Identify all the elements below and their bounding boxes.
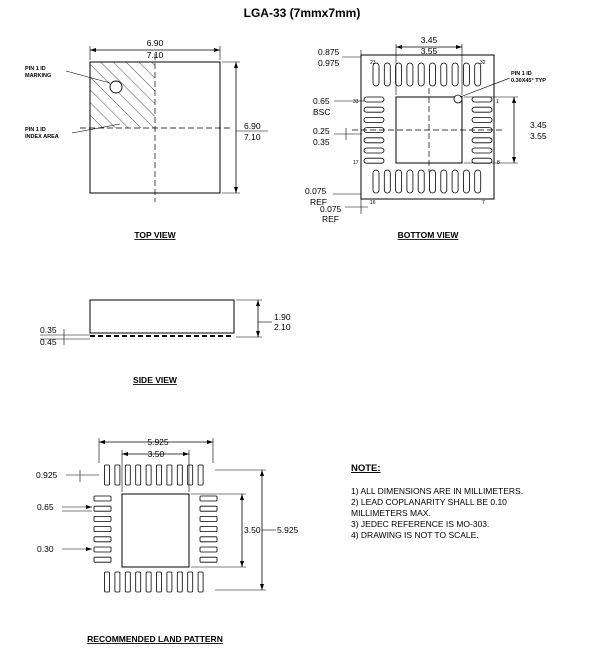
bottom-pin1-label: PIN 1 ID	[511, 71, 532, 77]
bottom-lead	[407, 170, 413, 193]
land-pad	[136, 572, 141, 592]
land-pad	[94, 537, 111, 542]
top-width-max: 7.10	[146, 50, 164, 60]
land-pad	[167, 465, 172, 485]
bottom-lead	[384, 63, 390, 86]
lead-width-min: 0.25	[313, 126, 330, 136]
bottom-lead	[441, 63, 447, 86]
land-pad	[125, 465, 130, 485]
pin-number-1: 1	[496, 99, 499, 105]
pin-number-32: 32	[480, 60, 486, 66]
bottom-view-caption: BOTTOM VIEW	[397, 230, 459, 240]
land-pad	[157, 465, 162, 485]
land-pad	[200, 557, 217, 562]
bottom-lead	[452, 63, 458, 86]
top-view	[25, 38, 268, 240]
pad-height-min: 3.45	[530, 120, 547, 130]
pad-height-max: 3.55	[530, 131, 547, 141]
bottom-lead	[396, 170, 402, 193]
land-outer-height: 5.925	[277, 525, 299, 535]
bottom-lead	[364, 117, 384, 122]
bottom-lead	[463, 170, 469, 193]
bottom-lead	[418, 170, 424, 193]
bottom-lead	[452, 170, 458, 193]
bottom-lead	[364, 107, 384, 112]
land-top-pads	[105, 465, 204, 485]
top-width-min: 6.90	[146, 38, 164, 48]
ref-b-dim: 0.075	[320, 204, 342, 214]
bottom-lead	[472, 148, 492, 153]
bottom-lead	[364, 158, 384, 163]
land-pad	[94, 496, 111, 501]
land-pitch-dim: 0.65	[37, 502, 54, 512]
bottom-lead	[364, 138, 384, 143]
land-pad	[94, 516, 111, 521]
bottom-lead	[407, 63, 413, 86]
note-line-5: 4) DRAWING IS NOT TO SCALE.	[351, 530, 479, 540]
edge-dim-min: 0.875	[318, 47, 340, 57]
pin-number-8: 8	[497, 160, 500, 166]
pin1-index-area	[90, 62, 155, 128]
side-lead-max: 0.45	[40, 337, 57, 347]
land-pattern-caption: RECOMMENDED LAND PATTERN	[87, 634, 223, 644]
land-pad	[200, 547, 217, 552]
pin-number-33: 33	[353, 99, 359, 105]
pad-width-max: 3.55	[420, 46, 438, 56]
top-height-max: 7.10	[244, 132, 261, 142]
bottom-lead	[430, 63, 436, 86]
note-line-3: MILLIMETERS MAX.	[351, 508, 431, 518]
land-pad	[198, 572, 203, 592]
side-height-max: 2.10	[274, 322, 291, 332]
pin1-index-label-2: INDEX AREA	[25, 134, 59, 140]
land-pad	[167, 572, 172, 592]
bottom-lead	[472, 107, 492, 112]
bottom-lead	[441, 170, 447, 193]
bottom-lead	[430, 170, 436, 193]
land-pad	[157, 572, 162, 592]
side-height-min: 1.90	[274, 312, 291, 322]
pitch-dim: 0.65	[313, 96, 330, 106]
pin1-marking-dot	[110, 81, 122, 93]
land-pad	[200, 506, 217, 511]
bottom-lead	[384, 170, 390, 193]
land-outer-width: 5.925	[147, 437, 169, 447]
land-pad	[136, 465, 141, 485]
land-pad	[177, 465, 182, 485]
bottom-lead	[364, 148, 384, 153]
land-pad	[200, 516, 217, 521]
bottom-lead	[463, 63, 469, 86]
bottom-view	[305, 35, 547, 240]
land-pad	[188, 465, 193, 485]
land-pad	[105, 465, 110, 485]
edge-dim-max: 0.975	[318, 58, 340, 68]
bottom-lead	[475, 63, 481, 86]
land-edge-dim: 0.925	[36, 470, 58, 480]
bottom-lead	[364, 97, 384, 102]
land-pad	[200, 527, 217, 532]
land-pad-width-dim: 0.30	[37, 544, 54, 554]
bottom-lead	[475, 170, 481, 193]
land-pad	[94, 547, 111, 552]
bottom-lead	[396, 63, 402, 86]
bottom-lead	[418, 63, 424, 86]
note-line-4: 3) JEDEC REFERENCE IS MO-303.	[351, 519, 490, 529]
ref-a-note: REF	[310, 197, 327, 207]
pin1-index-label: PIN 1 ID	[25, 127, 46, 133]
land-pad	[94, 506, 111, 511]
notes	[351, 463, 523, 540]
bottom-lead	[472, 97, 492, 102]
land-pad	[177, 572, 182, 592]
ref-a-dim: 0.075	[305, 186, 327, 196]
land-pad	[188, 572, 193, 592]
land-right-pads	[200, 496, 217, 562]
land-pad	[200, 496, 217, 501]
pin-number-17: 17	[353, 160, 359, 166]
land-pad	[105, 572, 110, 592]
land-inner-height: 3.50	[244, 525, 261, 535]
pin1-chamfer-dot	[454, 95, 462, 103]
land-pad	[146, 572, 151, 592]
land-bottom-pads	[105, 572, 204, 592]
side-view-caption: SIDE VIEW	[133, 375, 177, 385]
notes-heading: NOTE:	[351, 463, 381, 474]
bottom-pin1-chamfer: 0.30X45° TYP	[511, 78, 546, 84]
land-pad	[94, 557, 111, 562]
pin-number-7: 7	[482, 200, 485, 206]
bottom-lead	[373, 170, 379, 193]
land-pad	[115, 572, 120, 592]
pad-width-min: 3.45	[420, 35, 438, 45]
land-center-pad	[122, 494, 189, 567]
note-line-1: 1) ALL DIMENSIONS ARE IN MILLIMETERS.	[351, 486, 524, 496]
land-pad	[115, 465, 120, 485]
pin-number-23: 23	[370, 60, 376, 66]
land-pad	[94, 527, 111, 532]
note-line-2: 2) LEAD COPLANARITY SHALL BE 0.10	[351, 497, 507, 507]
bottom-lead	[472, 117, 492, 122]
pin1-marking-label: PIN 1 ID	[25, 66, 46, 72]
pin1-marking-label-2: MARKING	[25, 73, 52, 79]
land-left-pads	[94, 496, 111, 562]
land-inner-width: 3.50	[147, 449, 165, 459]
side-view-body	[90, 300, 234, 333]
land-pad	[198, 465, 203, 485]
lead-width-max: 0.35	[313, 137, 330, 147]
land-pattern	[36, 437, 299, 644]
side-lead-min: 0.35	[40, 325, 57, 335]
land-pad	[125, 572, 130, 592]
top-view-caption: TOP VIEW	[134, 230, 176, 240]
pitch-note: BSC	[313, 107, 331, 117]
bottom-lead	[472, 138, 492, 143]
top-height-min: 6.90	[244, 121, 261, 131]
bottom-lead	[373, 63, 379, 86]
bottom-lead	[472, 158, 492, 163]
land-pad	[200, 537, 217, 542]
side-view	[40, 300, 291, 385]
ref-b-note: REF	[322, 214, 339, 224]
pin-number-16: 16	[370, 200, 376, 206]
land-pad	[146, 465, 151, 485]
drawing-title: LGA-33 (7mmx7mm)	[243, 6, 361, 20]
